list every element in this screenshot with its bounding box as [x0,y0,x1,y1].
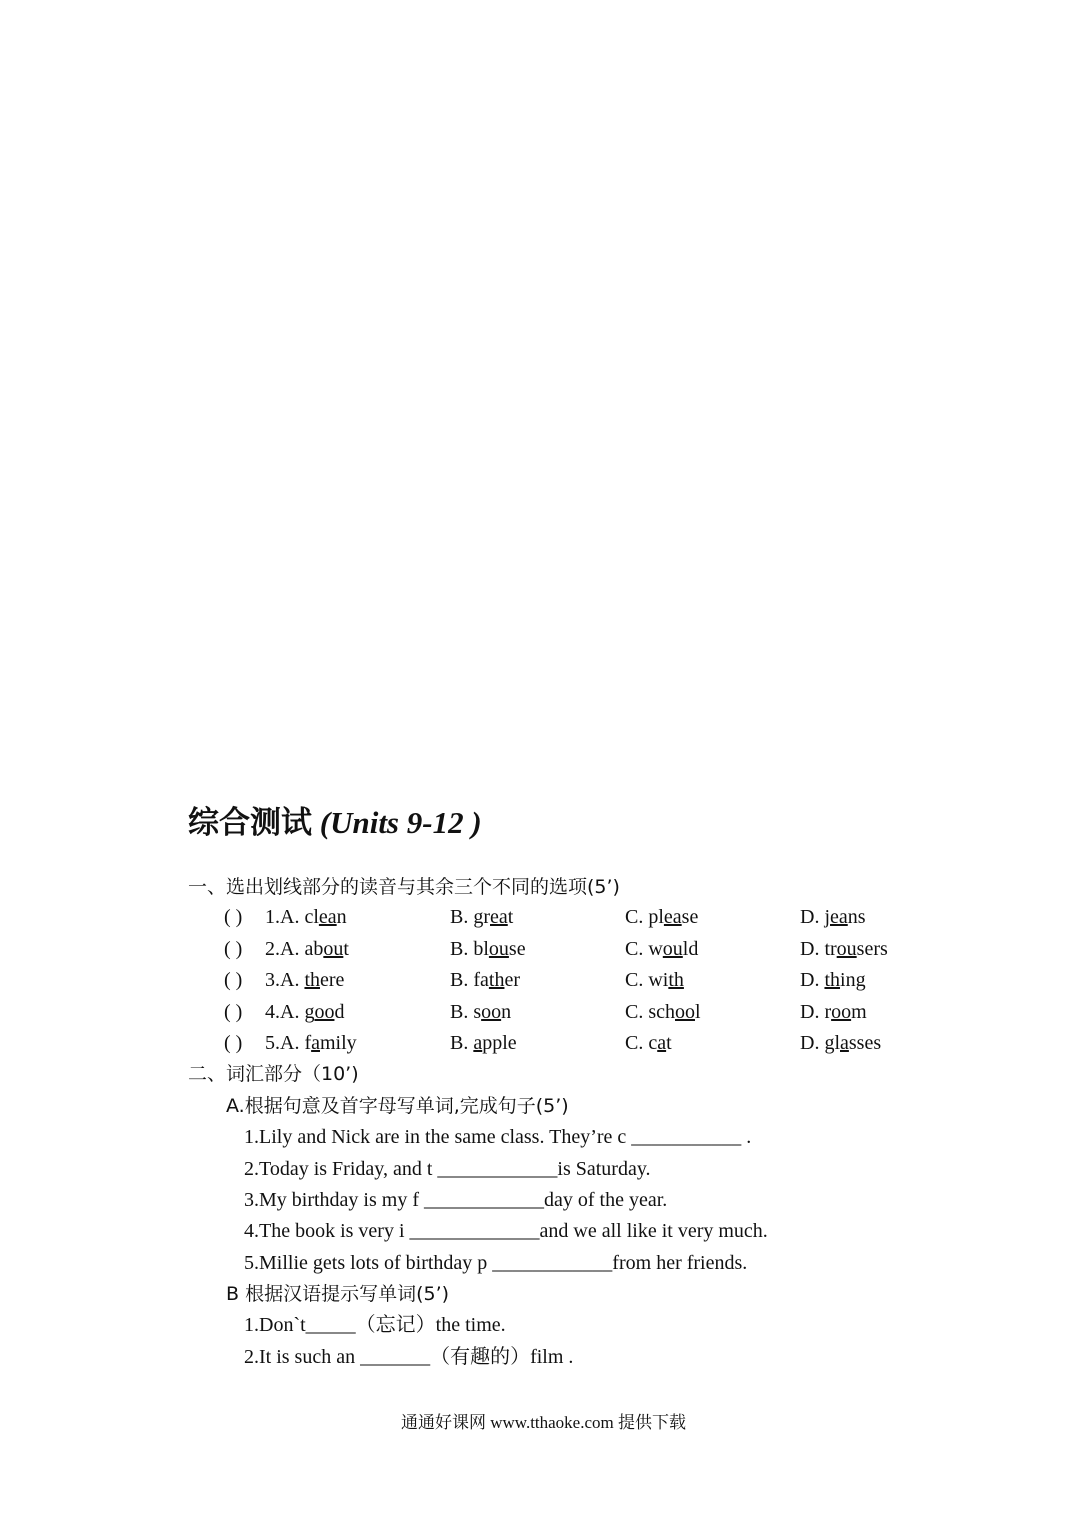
underlined-letters: ea [830,906,848,928]
fill-in-sentence-2: 2.Today is Friday, and t ____________is Saturday. [244,1158,651,1180]
fill-in-sentence-4: 4.The book is very i _____________and we all like it very much. [244,1220,768,1242]
option-a [265,1001,344,1024]
option-text: D. j [800,906,830,928]
option-a [265,906,347,929]
fill-in-sentence-1: 1.Lily and Nick are in the same class. They’re c ___________ . [244,1126,752,1148]
option-text: B. bl [450,938,489,960]
option-d [800,969,866,992]
question-row [0,1032,1087,1058]
option-d [800,1032,881,1055]
underlined-letters: a [311,1032,320,1054]
option-d [800,906,866,929]
option-text: mily [320,1032,357,1054]
answer-blank[interactable]: ( ) [224,938,243,960]
underlined-letters: th [824,969,841,991]
option-text: D. gl [800,1032,840,1054]
underlined-letters: ou [662,938,683,960]
question-row [0,906,1087,932]
answer-blank[interactable]: ( ) [224,906,243,928]
option-c [625,1032,672,1055]
option-text: n [501,1001,512,1023]
underlined-letters: a [657,1032,667,1054]
title-chinese: 综合测试 [188,805,312,841]
option-text: 1.A. cl [265,906,319,928]
option-text: B. fa [450,969,489,991]
underlined-letters: th [488,969,505,991]
option-text: ld [682,938,699,960]
underlined-letters: oo [831,1001,852,1023]
underlined-letters: ea [490,906,508,928]
option-text: m [851,1001,867,1023]
underlined-letters: oo [675,1001,695,1023]
option-text: D. r [800,1001,832,1023]
option-text: C. c [625,1032,658,1054]
partB-heading: B 根据汉语提示写单词(5’) [226,1283,450,1305]
option-text: t [507,906,514,928]
question-row [0,1001,1087,1027]
option-d [800,1001,867,1024]
partA-heading: A.根据句意及首字母写单词,完成句子(5’) [226,1095,569,1117]
option-text: er [504,969,520,991]
option-text: D. tr [800,938,837,960]
option-a [265,938,349,961]
option-c [625,969,684,992]
option-text: se [508,938,526,960]
option-b [450,906,513,929]
answer-blank[interactable]: ( ) [224,1001,243,1023]
chinese-hint-sentence-2: 2.It is such an _______（有趣的）film . [244,1346,574,1368]
section1-heading: 一、选出划线部分的读音与其余三个不同的选项(5’) [188,876,620,898]
option-text: 3.A. [265,969,305,991]
option-c [625,906,698,929]
option-text: sses [848,1032,882,1054]
chinese-hint-sentence-1: 1.Don`t_____（忘记）the time. [244,1314,506,1336]
option-d [800,938,888,961]
underlined-letters: th [668,969,684,991]
option-text: sers [856,938,888,960]
underlined-letters: ea [318,906,337,928]
option-text: D. [800,969,825,991]
underlined-letters: ou [488,938,509,960]
title-units: (Units 9-12 ) [312,805,482,840]
option-text: C. pl [625,906,664,928]
question-row [0,969,1087,995]
option-b [450,938,526,961]
option-text: B. s [450,1001,482,1023]
option-text: d [334,1001,345,1023]
answer-blank[interactable]: ( ) [224,1032,243,1054]
page-title [188,797,482,842]
option-text: 4.A. g [265,1001,315,1023]
option-a [265,969,344,992]
underlined-letters: a [473,1032,483,1054]
fill-in-sentence-3: 3.My birthday is my f ____________day of the year. [244,1189,668,1211]
option-a [265,1032,357,1055]
option-text: 2.A. ab [265,938,324,960]
fill-in-sentence-5: 5.Millie gets lots of birthday p ____________from her friends. [244,1252,748,1274]
option-text: se [681,906,699,928]
section2-heading: 二、词汇部分（10’) [188,1063,359,1085]
option-text: t [666,1032,672,1054]
option-text: n [336,906,347,928]
option-b [450,1001,511,1024]
option-text: ere [320,969,345,991]
option-b [450,969,520,992]
option-text: pple [482,1032,517,1054]
answer-blank[interactable]: ( ) [224,969,243,991]
underlined-letters: oo [481,1001,502,1023]
option-text: B. gr [450,906,490,928]
underlined-letters: oo [314,1001,335,1023]
underlined-letters: th [304,969,321,991]
option-c [625,1001,701,1024]
option-text: C. sch [625,1001,675,1023]
underlined-letters: ou [323,938,344,960]
download-footer: 通通好课网 www.tthaoke.com 提供下载 [400,1413,687,1432]
option-text: 5.A. f [265,1032,312,1054]
underlined-letters: ea [663,906,682,928]
option-b [450,1032,517,1055]
option-c [625,938,698,961]
underlined-letters: ou [836,938,857,960]
option-text: C. wi [625,969,669,991]
option-text: C. w [625,938,663,960]
underlined-letters: a [840,1032,849,1054]
question-row [0,938,1087,964]
option-text: ns [847,906,866,928]
option-text: B. [450,1032,474,1054]
option-text: l [695,1001,701,1023]
option-text: ing [840,969,866,991]
option-text: t [343,938,349,960]
